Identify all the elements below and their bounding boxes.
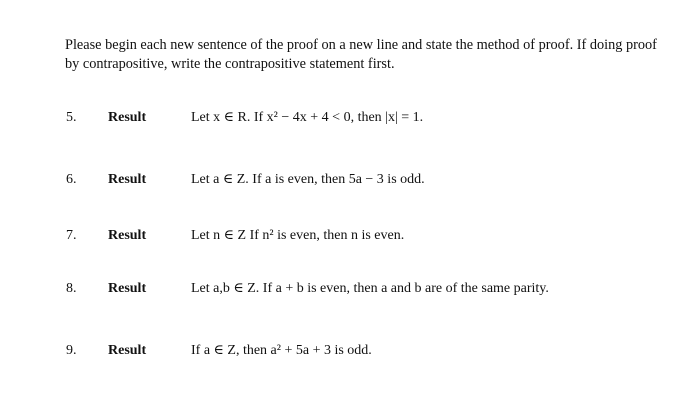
- result-statement: Let x ∈ R. If x² − 4x + 4 < 0, then |x| = 1.: [191, 110, 424, 125]
- result-number: 5.: [66, 110, 77, 125]
- result-item-6: [0, 170, 700, 190]
- result-number: 8.: [66, 281, 77, 296]
- result-item-8: [0, 279, 700, 299]
- result-statement: Let a ∈ Z. If a is even, then 5a − 3 is odd.: [191, 172, 425, 187]
- result-number: 6.: [66, 172, 77, 187]
- result-statement: Let n ∈ Z If n² is even, then n is even.: [191, 228, 405, 243]
- result-label: Result: [108, 343, 147, 358]
- result-number: 7.: [66, 228, 77, 243]
- result-number: 9.: [66, 343, 77, 358]
- result-label: Result: [108, 110, 147, 125]
- result-item-7: [0, 226, 700, 246]
- result-label: Result: [108, 172, 147, 187]
- result-label: Result: [108, 228, 147, 243]
- result-statement: If a ∈ Z, then a² + 5a + 3 is odd.: [191, 343, 372, 358]
- result-statement: Let a,b ∈ Z. If a + b is even, then a and b are of the same parity.: [191, 281, 549, 296]
- instructions-paragraph: Please begin each new sentence of the proof on a new line and state the method of proof. If doing proof by contrapositive, write the contrapositive statement first.: [65, 37, 657, 72]
- result-item-5: [0, 108, 700, 128]
- result-item-9: [0, 341, 700, 361]
- result-label: Result: [108, 281, 147, 296]
